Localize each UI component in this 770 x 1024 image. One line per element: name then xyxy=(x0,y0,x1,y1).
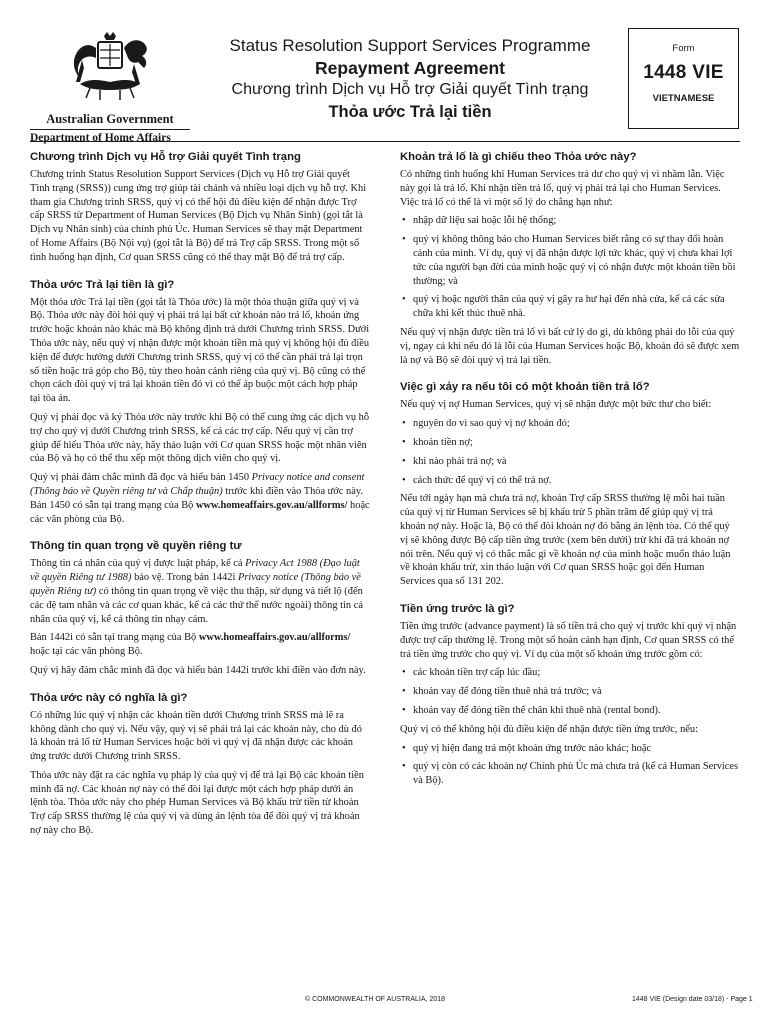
list-item: • các khoản tiền trợ cấp lúc đầu; xyxy=(400,666,740,680)
coat-of-arms-icon xyxy=(60,30,160,102)
website-link[interactable]: www.homeaffairs.gov.au/allforms/ xyxy=(198,632,351,644)
paragraph: Quý vị phải đọc và ký Thỏa ước này trước khi Bộ có thể cung ứng các dịch vụ hỗ trợ cho quý vị dưới Chương trình SRSS, kể cả các trợ cấp. Nếu quý vị cần trợ giúp để hiểu Thỏa ước này, hãy thảo luận với Cơ quan SRSS hoặc một nhân viên của Bộ và họ có thể thu xếp một thông dịch viên cho quý vị. xyxy=(30,411,370,465)
list-item: • khoản vay để đóng tiền thuê nhà trả trước; và xyxy=(400,685,740,699)
section-heading: Thông tin quan trọng về quyền riêng tư xyxy=(30,540,242,553)
paragraph: Thỏa ước này đặt ra các nghĩa vụ pháp lý của quý vị để trả lại Bộ các khoản tiền mình đã nợ. Các khoản nợ này có thể đòi lại được một cách hợp pháp dưới án lệnh tòa. Thỏa ước này cho phép Human Services và Bộ khấu trừ tiền từ khoản Trợ cấp SRSS thường lệ của quý vị và dùng án lệnh tòa để đòi quý vị trả khoản nợ này cho Bộ. xyxy=(30,769,364,837)
paragraph: Nếu tới ngày hạn mà chưa trả nợ, khoản Trợ cấp SRSS thường lệ mỗi hai tuần của quý vị từ Human Services sẽ bị khấu trừ 5 phần trăm để giúp quý vị trả khoản nợ này. Hoặc là, Bộ có thể đòi khoản nợ đó bằng án lệnh tòa. Có thể quý vị sẽ không được Bộ cấp tiền ứng trước (xem bên dưới) trừ khi đã trả khoản nợ nói trên. Nếu quý vị có thắc mắc gì về khoản nợ của mình hoặc muốn thảo luận về khoản khấu trừ, xin thảo luận với Cơ quan SRSS hoặc gọi đến Human Services qua số 131 202. xyxy=(400,493,731,588)
header-divider xyxy=(30,141,740,142)
text: hoặc tại các văn phòng Bộ. xyxy=(30,646,143,658)
section-heading: Thỏa ước này có nghĩa là gì? xyxy=(30,691,188,704)
paragraph xyxy=(30,557,370,626)
paragraph: Nếu quý vị nhận được tiền trả lố vì bất cứ lý do gì, dù không phải do lỗi của quý vị, ngay cả khi nếu đó là lỗi của Human Services hoặc Bộ, khoản đó sẽ được xem là nợ và Bộ sẽ đòi quý vị trả lại tiền. xyxy=(400,326,740,366)
list-item: • quý vị hoặc người thân của quý vị gây ra hư hại đến nhà cửa, kể cả các sửa chữa khi kết thúc thuê nhà. xyxy=(400,293,740,321)
bullet-list xyxy=(400,666,740,717)
section-advance-payment xyxy=(400,602,740,788)
title-vietnamese-programme: Chương trình Dịch vụ Hỗ trợ Giải quyết Tình trạng xyxy=(231,81,589,98)
footer-copyright: © COMMONWEALTH OF AUSTRALIA, 2018 xyxy=(305,996,445,1003)
section-srss-programme xyxy=(30,150,370,265)
department-name: Department of Home Affairs xyxy=(30,132,171,144)
text: bảo vệ. Trong bản 1442i xyxy=(131,572,238,584)
section-what-is-agreement xyxy=(30,278,370,527)
paragraph: Có những lúc quý vị nhận các khoản tiền dưới Chương trình SRSS mà lẽ ra không dành cho quý vị. Nếu vậy, quý vị sẽ phải trả lại các khoản này, cho dù đó là khoản trả lố từ Human Services hoặc bởi vì quý vị đã nhận được các khoản ứng trước dưới Chương trình SRSS. xyxy=(30,709,362,763)
section-meaning xyxy=(30,691,370,838)
list-item: • nhập dữ liệu sai hoặc lỗi hệ thống; xyxy=(400,214,740,228)
paragraph: Nếu quý vị nợ Human Services, quý vị sẽ nhận được một bức thư cho biết: xyxy=(400,399,712,411)
form-title-privacy: Privacy notice and consent (Thông báo về Quyền riêng tư và Chấp thuận) xyxy=(30,472,365,497)
government-name: Australian Government xyxy=(46,112,174,126)
bullet-list xyxy=(400,214,740,321)
list-item: • khoản vay để đóng tiền thế chân khi thuê nhà (rental bond). xyxy=(400,704,740,718)
title-english-programme: Status Resolution Support Services Programme xyxy=(229,36,591,55)
form-title-privacy-notice: Privacy notice (Thông báo về quyền Riêng tư) xyxy=(30,572,361,597)
paragraph: Quý vị hãy đảm chắc mình đã đọc và hiểu bản 1442i trước khi điền vào đơn này. xyxy=(30,664,366,676)
list-item: • cách thức để quý vị có thể trả nợ. xyxy=(400,474,740,488)
act-title: Privacy Act 1988 (Đạo luật về quyền Riêng tư 1988) xyxy=(30,558,360,584)
document-title xyxy=(210,34,610,123)
text: hoặc các văn phòng của Bộ. xyxy=(30,499,370,525)
paragraph: Một thỏa ước Trả lại tiền (gọi tắt là Thỏa ước) là một thỏa thuận giữa quý vị và Bộ. Thỏa ước này đòi hỏi quý vị phải trả lại bất cứ khoản nào trả lố, khoản ứng trước hoặc khoản nào khác mà Bộ không định trả dưới Chương trình SRSS. Dưới Thỏa ước này, nếu quý vị nhận được một khoản tiền mà quý vị không hội đủ điều kiện để được hưởng dưới Chương trình SRSS, quý vị có thể cần phải trả lại trọn số tiền hoặc trả góp cho Bộ, tùy theo hoàn cảnh riêng của quý vị. Bộ cũng có thể chọn cách đòi quý vị trả lại khoản tiền đó vì có thể áp buộc một cách hợp pháp tại tòa án. xyxy=(30,296,370,405)
paragraph: Quý vị có thể không hội đủ điều kiện để nhận được tiền ứng trước, nếu: xyxy=(400,723,698,735)
text: trước khi điền vào Thỏa ước này. Bản 1450 có sẵn tại trang mạng của Bộ xyxy=(30,485,363,511)
website-link[interactable]: www.homeaffairs.gov.au/allforms/ xyxy=(195,499,348,511)
list-item: • quý vị hiện đang trả một khoản ứng trước nào khác; hoặc xyxy=(400,742,740,756)
section-overpayment xyxy=(400,150,740,367)
bullet-list xyxy=(400,417,740,487)
text: Quý vị phải đảm chắc mình đã đọc và hiểu bản 1450 xyxy=(30,472,252,484)
list-item: • nguyên do vì sao quý vị nợ khoản đó; xyxy=(400,417,740,431)
paragraph xyxy=(30,631,370,659)
list-item: • quý vị còn có các khoản nợ Chính phủ Úc mà chưa trả (kể cả Human Services và Bộ). xyxy=(400,760,740,788)
government-divider xyxy=(30,129,190,130)
paragraph: Có những tình huống khi Human Services trả dư cho quý vị vì nhầm lẫn. Việc này gọi là trả lố. Khi nhận tiền trả lố, quý vị phải trả lại cho Human Services. Việc trả lố có thể là vì một số lý do chẳng hạn như: xyxy=(400,169,725,208)
form-label: Form xyxy=(672,43,695,54)
paragraph: Chương trình Status Resolution Support Services (Dịch vụ Hỗ trợ Giải quyết Tình trạng (SRSS)) cung ứng trợ giúp tài chánh và nhiều loại dịch vụ hỗ trợ. Khi tham gia Chương trình SRSS, quý vị có thể hội đủ điều kiện để nhận được Trợ cấp SRSS từ Department of Human Services (Bộ Dịch vụ Nhân Sinh) (gọi tắt là Dịch vụ Nhân sinh) của chính phủ Úc. Human Services sẽ thay mặt Department of Home Affairs (Bộ Nội vụ) (gọi tắt là Bộ) để trả Trợ cấp SRSS. Trong một số tình huống hạn định, Cơ quan SRSS cũng có thể thay mặt Bộ để trả trợ cấp. xyxy=(30,169,367,263)
section-heading: Khoản trả lố là gì chiếu theo Thỏa ước này? xyxy=(400,151,637,163)
form-number-box xyxy=(628,28,739,129)
section-heading: Chương trình Dịch vụ Hỗ trợ Giải quyết Tình trạng xyxy=(30,151,301,163)
section-heading: Tiền ứng trước là gì? xyxy=(400,602,515,615)
list-item: • quý vị không thông báo cho Human Services biết rằng có sự thay đổi hoàn cảnh của mình. Ví dụ, quý vị đã nhận được lợi tức khác, quý vị chưa khai lợi tức của người bạn đời của mình hoặc quý vị có nhận được một khoản tiền bồi thường; và xyxy=(400,233,740,288)
text: có thông tin quan trọng về việc thu thập, sử dụng và tiết lộ (đến các đệ tam nhân và các cơ quan khác, kể cả các thứ thể nước ngoài) thông tin cá nhân của quý vị, kể cả thông tin nhạy cảm. xyxy=(30,585,363,625)
bullet-list xyxy=(400,742,740,788)
paragraph xyxy=(30,471,370,526)
form-number: 1448 VIE xyxy=(643,62,724,83)
section-heading: Việc gì xảy ra nếu tôi có một khoản tiền trả lố? xyxy=(400,381,650,394)
title-vietnamese-agreement: Thỏa ước Trả lại tiền xyxy=(328,103,492,121)
right-column xyxy=(400,150,740,801)
section-heading: Thỏa ước Trả lại tiền là gì? xyxy=(30,278,175,291)
list-item: • khi nào phải trả nợ; và xyxy=(400,455,740,469)
text: Thông tin cá nhân của quý vị được luật pháp, kể cả xyxy=(30,558,246,570)
form-language: VIETNAMESE xyxy=(652,93,715,104)
left-column xyxy=(30,150,370,851)
paragraph: Tiền ứng trước (advance payment) là số tiền trả cho quý vị trước khi quý vị nhận được trợ cấp thường lệ. Trong một số hoàn cảnh hạn định, Cơ quan SRSS có thể trả tiền ứng trước cho quý vị. Ví dụ của một số khoản ứng trước gồm có: xyxy=(400,620,737,660)
section-privacy-info xyxy=(30,539,370,677)
section-overpayment-consequences xyxy=(400,380,740,589)
text: Bản 1442i có sẵn tại trang mạng của Bộ xyxy=(30,632,199,644)
list-item: • khoản tiền nợ; xyxy=(400,436,740,450)
title-english-agreement: Repayment Agreement xyxy=(315,58,505,78)
footer-form-code: 1448 VIE (Design date 03/18) - Page 1 xyxy=(632,996,753,1003)
